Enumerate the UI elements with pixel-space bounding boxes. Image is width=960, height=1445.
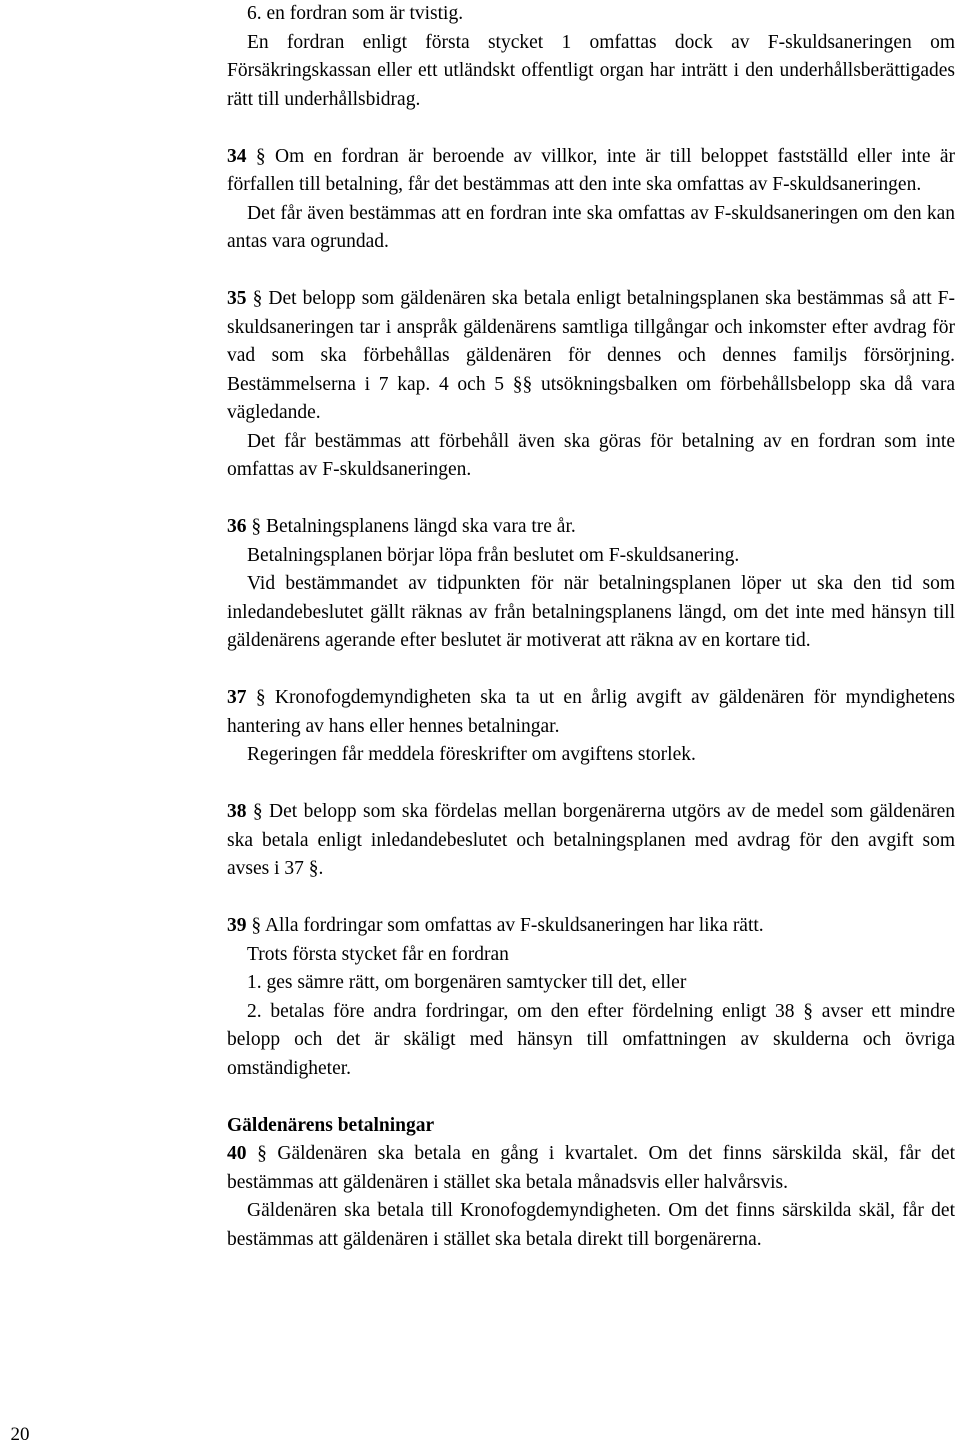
section-paragraph [227, 912, 955, 941]
paragraph: En fordran enligt första stycket 1 omfattas dock av F-skuldsaneringen om Försäkringskassan eller ett utländskt offentligt organ har inträtt i den underhållsberättigades rätt till underhållsbidrag. [227, 31, 955, 110]
section-sign: § [252, 288, 263, 309]
paragraph-spacer [227, 114, 955, 143]
section-text: Om en fordran är beroende av villkor, inte är till beloppet fastställd eller inte är förfallen till betalning, får det bestämmas att den inte ska omfattas av F-skuldsaneringen. [227, 145, 956, 195]
section-number: 39 [227, 915, 247, 936]
paragraph-spacer [227, 656, 955, 685]
paragraph-spacer [227, 770, 955, 799]
section-sign: § [255, 145, 266, 167]
section-number: 40 [227, 1143, 247, 1164]
page-number: 20 [10, 1424, 30, 1445]
section-sign: § [251, 915, 262, 936]
section-number: 34 [227, 145, 247, 167]
paragraph: Vid bestämmandet av tidpunkten för när betalningsplanen löper ut ska den tid som inledandebeslutet gällt räknas av från betalningsplanens längd, om det inte med hänsyn till gäldenärens agerande efter beslutet är motiverat att räkna av en kortare tid. [227, 573, 955, 651]
paragraph-spacer [227, 1083, 955, 1112]
paragraph: 2. betalas före andra fordringar, om den efter fördelning enligt 38 § avser ett mindre belopp och det är skäligt med hänsyn till omfattningen av skulderna och övriga omständigheter. [227, 1000, 955, 1079]
section-number: 37 [227, 687, 247, 708]
paragraph-spacer [227, 485, 955, 514]
section-paragraph [227, 684, 955, 741]
section-paragraph [227, 798, 955, 884]
section-paragraph [227, 1140, 955, 1197]
section-sign: § [252, 801, 263, 822]
paragraph-spacer [227, 884, 955, 913]
section-heading: Gäldenärens betalningar [227, 1114, 435, 1136]
section-text: Alla fordringar som omfattas av F-skuldsaneringen har lika rätt. [264, 915, 764, 936]
section-text: Kronofogdemyndigheten ska ta ut en årlig avgift av gäldenären för myndighetens hantering av hans eller hennes betalningar. [227, 687, 956, 737]
section-text: Det belopp som gäldenären ska betala enligt betalningsplanen ska bestämmas så att F-skuldsaneringen tar i anspråk gäldenärens samtliga tillgångar och inkomster efter avdrag för vad som ska förbehållas gäldenären för dennes och dennes familjs försörjning. Bestämmelserna i 7 kap. 4 och 5 §§ utsökningsbalken om förbehållsbelopp ska då vara vägledande. [227, 288, 956, 423]
section-text: Det belopp som ska fördelas mellan borgenärerna utgörs av de medel som gäldenären ska betala enligt inledandebeslutet och betalningsplanen med avdrag för den avgift som avses i 37 §. [227, 801, 956, 879]
section-number: 35 [227, 288, 247, 309]
paragraph: Gäldenären ska betala till Kronofogdemyndigheten. Om det finns särskilda skäl, får det bestämmas att gäldenären i stället ska betala direkt till borgenärerna. [227, 1200, 955, 1250]
paragraph: 1. ges sämre rätt, om borgenären samtycker till det, eller [247, 972, 687, 993]
section-text: Betalningsplanens längd ska vara tre år. [266, 516, 576, 537]
document-body [227, 0, 955, 1254]
paragraph: Regeringen får meddela föreskrifter om avgiftens storlek. [247, 744, 696, 765]
section-sign: § [255, 687, 266, 708]
paragraph: Det får även bestämmas att en fordran inte ska omfattas av F-skuldsaneringen om den kan antas vara ogrundad. [227, 202, 955, 252]
section-number: 36 [227, 516, 247, 537]
section-sign: § [257, 1143, 267, 1164]
paragraph: Trots första stycket får en fordran [247, 943, 509, 965]
section-number: 38 [227, 801, 247, 822]
section-paragraph [227, 285, 955, 428]
section-paragraph [227, 143, 955, 200]
section-paragraph [227, 513, 955, 542]
paragraph: 6. en fordran som är tvistig. [247, 3, 464, 24]
paragraph-spacer [227, 257, 955, 286]
section-sign: § [251, 516, 262, 537]
section-text: Gäldenären ska betala en gång i kvartalet. Om det finns särskilda skäl, får det bestämmas att gäldenären i stället ska betala månadsvis eller halvårsvis. [227, 1143, 955, 1193]
paragraph: Det får bestämmas att förbehåll även ska göras för betalning av en fordran som inte omfattas av F-skuldsaneringen. [227, 430, 955, 480]
paragraph: Betalningsplanen börjar löpa från beslutet om F-skuldsanering. [247, 544, 740, 566]
